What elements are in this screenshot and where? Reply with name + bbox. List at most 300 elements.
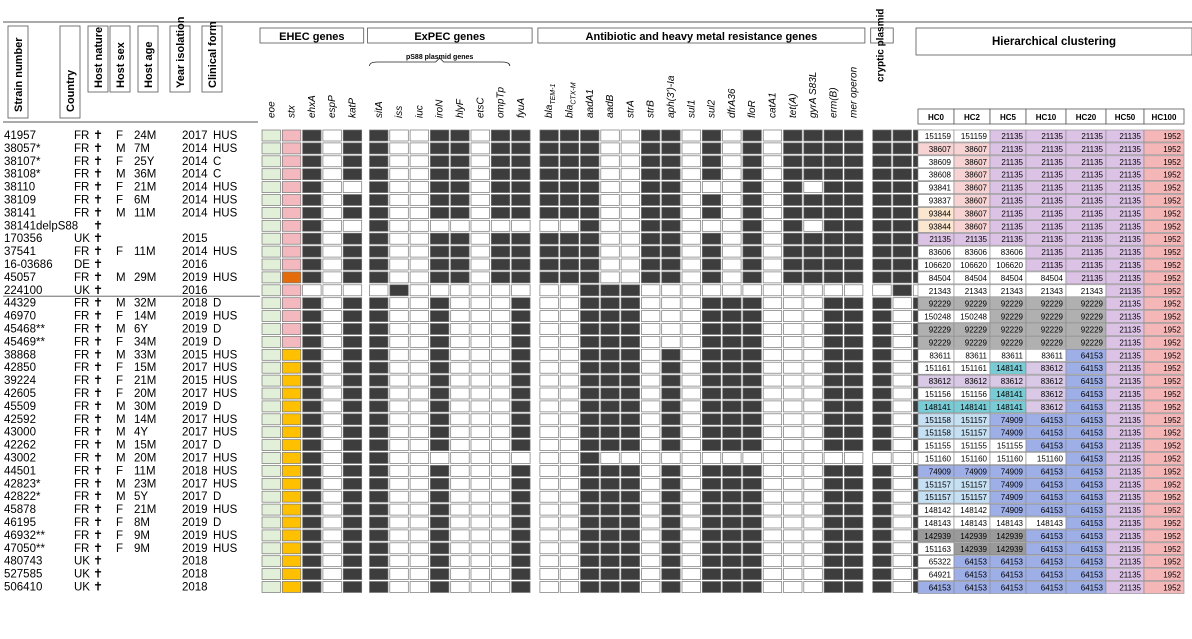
hc-value: 151157 bbox=[960, 428, 987, 438]
host-nature-symbol: ✝ bbox=[93, 527, 104, 542]
gene-cell bbox=[471, 414, 490, 425]
gene-cell bbox=[844, 195, 863, 206]
gene-cell bbox=[262, 504, 281, 515]
gene-cell bbox=[641, 233, 660, 244]
hc-value: 21135 bbox=[1041, 144, 1063, 154]
gene-name-label: etsC bbox=[475, 97, 487, 118]
gene-cell bbox=[540, 272, 559, 283]
gene-cell bbox=[370, 569, 389, 580]
host-age: 7M bbox=[134, 142, 150, 155]
hc-value: 92229 bbox=[964, 325, 987, 335]
country: FR bbox=[74, 478, 90, 491]
gene-cell bbox=[303, 478, 322, 489]
gene-cell bbox=[601, 311, 620, 322]
hc-value: 64153 bbox=[1080, 557, 1103, 567]
year-isolation: 2018 bbox=[182, 581, 208, 594]
gene-cell bbox=[303, 233, 322, 244]
gene-cell bbox=[621, 414, 640, 425]
hc-value: 1952 bbox=[1163, 248, 1181, 258]
gene-cell bbox=[370, 336, 389, 347]
gene-cell bbox=[262, 246, 281, 257]
hc-value: 84504 bbox=[928, 273, 951, 283]
hc-value: 21135 bbox=[1041, 209, 1063, 219]
year-isolation: 2017 bbox=[182, 362, 208, 375]
gene-cell bbox=[844, 401, 863, 412]
gene-cell bbox=[323, 582, 342, 593]
host-nature-symbol: ✝ bbox=[93, 282, 104, 297]
gene-cell bbox=[702, 427, 721, 438]
country: FR bbox=[74, 310, 90, 323]
host-sex: F bbox=[116, 517, 124, 529]
host-age: 21M bbox=[134, 181, 157, 194]
hc-value: 21135 bbox=[1119, 557, 1141, 567]
host-age: 8M bbox=[134, 517, 150, 529]
gene-cell bbox=[682, 569, 701, 580]
gene-cell bbox=[763, 453, 782, 464]
gene-cell bbox=[723, 517, 742, 528]
gene-cell bbox=[560, 569, 579, 580]
host-nature-symbol: ✝ bbox=[93, 153, 104, 168]
gene-name-label: catA1 bbox=[767, 92, 779, 118]
gene-cell bbox=[784, 556, 803, 567]
hc-value: 74909 bbox=[1000, 415, 1023, 425]
gene-cell bbox=[893, 478, 912, 489]
hc-value: 1952 bbox=[1163, 467, 1181, 477]
gene-cell bbox=[390, 169, 409, 180]
country: FR bbox=[74, 207, 90, 220]
gene-cell bbox=[784, 143, 803, 154]
gene-cell bbox=[303, 336, 322, 347]
gene-cell bbox=[702, 401, 721, 412]
gene-cell bbox=[430, 401, 449, 412]
hc-value: 142939 bbox=[960, 531, 987, 541]
hc-value: 92229 bbox=[1040, 325, 1063, 335]
gene-cell bbox=[641, 259, 660, 270]
gene-cell bbox=[390, 427, 409, 438]
gene-cell bbox=[282, 388, 301, 399]
hc-value: 38607 bbox=[964, 209, 987, 219]
gene-cell bbox=[343, 414, 362, 425]
gene-cell bbox=[893, 375, 912, 386]
host-nature-symbol: ✝ bbox=[93, 140, 104, 155]
gene-cell bbox=[512, 298, 530, 309]
gene-cell bbox=[824, 427, 843, 438]
gene-cell bbox=[804, 504, 823, 515]
gene-cell bbox=[723, 478, 742, 489]
gene-cell bbox=[601, 465, 620, 476]
gene-cell bbox=[784, 375, 803, 386]
year-isolation: 2019 bbox=[182, 310, 208, 323]
gene-cell bbox=[560, 272, 579, 283]
gene-cell bbox=[370, 220, 389, 231]
hc-value: 83606 bbox=[1000, 248, 1023, 258]
hc-value: 93841 bbox=[928, 183, 951, 193]
hc-value: 1952 bbox=[1163, 377, 1181, 387]
country: UK bbox=[74, 568, 90, 581]
gene-cell bbox=[282, 336, 301, 347]
gene-cell bbox=[844, 491, 863, 502]
gene-name-label: iroN bbox=[434, 99, 446, 118]
hc-value: 64921 bbox=[928, 570, 951, 580]
hc-value: 1952 bbox=[1163, 583, 1181, 593]
gene-cell bbox=[844, 427, 863, 438]
hc-value: 148142 bbox=[924, 506, 951, 516]
gene-cell bbox=[343, 556, 362, 567]
gene-cell bbox=[621, 130, 640, 141]
hc-value: 38607 bbox=[964, 222, 987, 232]
gene-cell bbox=[323, 427, 342, 438]
gene-cell bbox=[662, 414, 681, 425]
gene-cell bbox=[641, 556, 660, 567]
gene-cell bbox=[390, 272, 409, 283]
gene-name-label: eoe bbox=[266, 101, 278, 118]
year-isolation: 2017 bbox=[182, 413, 208, 426]
gene-cell bbox=[323, 246, 342, 257]
gene-cell bbox=[763, 336, 782, 347]
hc-value: 64153 bbox=[1000, 570, 1023, 580]
gene-name-label: katP bbox=[347, 97, 359, 118]
gene-cell bbox=[581, 272, 600, 283]
hc-value: 21135 bbox=[1119, 299, 1141, 309]
gene-cell bbox=[303, 530, 322, 541]
hc-value: 21135 bbox=[1119, 454, 1141, 464]
gene-cell bbox=[410, 207, 429, 218]
gene-cell bbox=[560, 388, 579, 399]
gene-cell bbox=[743, 195, 762, 206]
gene-cell bbox=[581, 453, 600, 464]
hc-value: 151160 bbox=[960, 454, 987, 464]
gene-cell bbox=[763, 130, 782, 141]
gene-cell bbox=[430, 220, 449, 231]
gene-cell bbox=[804, 478, 823, 489]
gene-cell bbox=[581, 182, 600, 193]
gene-cell bbox=[824, 246, 843, 257]
hc-value: 150248 bbox=[924, 312, 951, 322]
gene-cell bbox=[601, 156, 620, 167]
host-nature-symbol: ✝ bbox=[93, 373, 104, 388]
gene-cell bbox=[873, 388, 892, 399]
gene-cell bbox=[471, 285, 490, 296]
country: FR bbox=[74, 181, 90, 194]
gene-cell bbox=[410, 517, 429, 528]
gene-cell bbox=[581, 324, 600, 335]
country: UK bbox=[74, 581, 90, 594]
gene-cell bbox=[491, 453, 510, 464]
gene-cell bbox=[702, 259, 721, 270]
gene-cell bbox=[512, 465, 530, 476]
gene-cell bbox=[702, 182, 721, 193]
gene-cell bbox=[844, 311, 863, 322]
gene-cell bbox=[410, 285, 429, 296]
clinical-form: HUS bbox=[213, 349, 238, 362]
hc-level-header: HC20 bbox=[1075, 113, 1097, 122]
hc-value: 64153 bbox=[1080, 428, 1103, 438]
hc-value: 21135 bbox=[1119, 170, 1141, 180]
hc-value: 21135 bbox=[1119, 325, 1141, 335]
gene-cell bbox=[873, 233, 892, 244]
clinical-form: HUS bbox=[213, 310, 238, 323]
gene-cell bbox=[581, 465, 600, 476]
gene-cell bbox=[343, 156, 362, 167]
gene-cell bbox=[763, 362, 782, 373]
hc-value: 151157 bbox=[924, 493, 951, 503]
gene-cell bbox=[471, 324, 490, 335]
strain-number: 224100 bbox=[4, 284, 43, 297]
gene-name-label: floR bbox=[747, 100, 759, 118]
host-nature-symbol: ✝ bbox=[93, 231, 104, 246]
gene-cell bbox=[893, 298, 912, 309]
hc-value: 142939 bbox=[960, 544, 987, 554]
gene-cell bbox=[430, 324, 449, 335]
gene-cell bbox=[370, 543, 389, 554]
gene-cell bbox=[370, 517, 389, 528]
gene-cell bbox=[471, 298, 490, 309]
gene-cell bbox=[641, 130, 660, 141]
gene-cell bbox=[451, 349, 470, 360]
gene-cell bbox=[804, 298, 823, 309]
gene-cell bbox=[390, 220, 409, 231]
gene-cell bbox=[621, 207, 640, 218]
gene-cell bbox=[343, 143, 362, 154]
gene-cell bbox=[844, 220, 863, 231]
strain-number: 506410 bbox=[4, 581, 43, 594]
strain-number: 45469** bbox=[4, 336, 45, 349]
hc-value: 151158 bbox=[924, 415, 951, 425]
gene-cell bbox=[893, 156, 912, 167]
gene-cell bbox=[601, 414, 620, 425]
gene-cell bbox=[893, 272, 912, 283]
gene-cell bbox=[262, 465, 281, 476]
gene-cell bbox=[763, 530, 782, 541]
gene-cell bbox=[844, 530, 863, 541]
gene-cell bbox=[824, 311, 843, 322]
hc-value: 1952 bbox=[1163, 144, 1181, 154]
year-isolation: 2018 bbox=[182, 568, 208, 581]
gene-cell bbox=[282, 375, 301, 386]
gene-cell bbox=[390, 401, 409, 412]
gene-cell bbox=[540, 324, 559, 335]
gene-cell bbox=[743, 517, 762, 528]
gene-cell bbox=[430, 362, 449, 373]
gene-cell bbox=[702, 220, 721, 231]
hc-value: 64153 bbox=[1080, 493, 1103, 503]
gene-cell bbox=[282, 259, 301, 270]
gene-cell bbox=[370, 259, 389, 270]
gene-cell bbox=[804, 414, 823, 425]
host-age: 9M bbox=[134, 529, 150, 542]
gene-cell bbox=[641, 311, 660, 322]
gene-cell bbox=[410, 440, 429, 451]
gene-cell bbox=[763, 556, 782, 567]
gene-cell bbox=[451, 569, 470, 580]
gene-cell bbox=[390, 182, 409, 193]
gene-cell bbox=[540, 582, 559, 593]
gene-cell bbox=[844, 156, 863, 167]
gene-cell bbox=[491, 246, 510, 257]
hc-value: 83612 bbox=[928, 377, 951, 387]
hc-value: 21135 bbox=[1081, 132, 1103, 141]
hc-value: 64153 bbox=[1080, 351, 1103, 361]
host-nature-symbol: ✝ bbox=[93, 411, 104, 426]
gene-cell bbox=[804, 453, 823, 464]
gene-cell bbox=[743, 530, 762, 541]
gene-cell bbox=[512, 143, 530, 154]
gene-cell bbox=[430, 259, 449, 270]
gene-cell bbox=[824, 233, 843, 244]
gene-cell bbox=[662, 246, 681, 257]
gene-cell bbox=[581, 362, 600, 373]
gene-cell bbox=[540, 569, 559, 580]
gene-cell bbox=[824, 298, 843, 309]
strain-number: 42823* bbox=[4, 478, 41, 491]
gene-cell bbox=[723, 440, 742, 451]
gene-cell bbox=[540, 298, 559, 309]
gene-cell bbox=[621, 272, 640, 283]
hc-value: 64153 bbox=[1080, 364, 1103, 374]
hc-value: 93844 bbox=[928, 209, 951, 219]
gene-cell bbox=[662, 388, 681, 399]
gene-cell bbox=[743, 311, 762, 322]
strain-number: 44501 bbox=[4, 465, 36, 478]
gene-cell bbox=[763, 195, 782, 206]
gene-cell bbox=[262, 582, 281, 593]
gene-cell bbox=[844, 582, 863, 593]
gene-cell bbox=[743, 272, 762, 283]
gene-cell bbox=[491, 298, 510, 309]
gene-cell bbox=[601, 272, 620, 283]
gene-cell bbox=[682, 311, 701, 322]
hc-value: 142939 bbox=[996, 544, 1023, 554]
gene-cell bbox=[370, 478, 389, 489]
hc-value: 38607 bbox=[964, 183, 987, 193]
gene-cell bbox=[512, 401, 530, 412]
hc-value: 142939 bbox=[996, 531, 1023, 541]
country: UK bbox=[74, 284, 90, 297]
gene-cell bbox=[601, 491, 620, 502]
gene-cell bbox=[512, 375, 530, 386]
gene-cell bbox=[540, 195, 559, 206]
hc-value: 1952 bbox=[1163, 170, 1181, 180]
gene-cell bbox=[323, 517, 342, 528]
host-nature-symbol: ✝ bbox=[93, 334, 104, 349]
gene-cell bbox=[560, 453, 579, 464]
gene-cell bbox=[560, 543, 579, 554]
gene-cell bbox=[410, 569, 429, 580]
gene-cell bbox=[804, 349, 823, 360]
gene-cell bbox=[682, 272, 701, 283]
strain-number: 527585 bbox=[4, 568, 43, 581]
gene-cell bbox=[370, 272, 389, 283]
gene-cell bbox=[323, 362, 342, 373]
gene-cell bbox=[581, 246, 600, 257]
gene-cell bbox=[451, 285, 470, 296]
gene-cell bbox=[682, 259, 701, 270]
gene-cell bbox=[723, 336, 742, 347]
clinical-form: HUS bbox=[213, 271, 238, 284]
gene-cell bbox=[410, 465, 429, 476]
country: FR bbox=[74, 529, 90, 542]
gene-cell bbox=[804, 362, 823, 373]
gene-cell bbox=[471, 207, 490, 218]
host-nature-symbol: ✝ bbox=[93, 450, 104, 465]
gene-cell bbox=[784, 401, 803, 412]
hc-value: 65322 bbox=[928, 557, 951, 567]
host-nature-symbol: ✝ bbox=[93, 463, 104, 478]
gene-cell bbox=[893, 259, 912, 270]
gene-cell bbox=[512, 246, 530, 257]
gene-cell bbox=[702, 388, 721, 399]
host-age: 6Y bbox=[134, 323, 149, 336]
gene-cell bbox=[763, 311, 782, 322]
year-isolation: 2017 bbox=[182, 426, 208, 439]
gene-cell bbox=[451, 491, 470, 502]
hc-value: 21135 bbox=[1119, 248, 1141, 258]
gene-cell bbox=[303, 556, 322, 567]
gene-cell bbox=[621, 324, 640, 335]
gene-cell bbox=[743, 285, 762, 296]
gene-cell bbox=[343, 453, 362, 464]
host-sex: M bbox=[116, 142, 126, 155]
hc-value: 148141 bbox=[996, 390, 1023, 399]
host-sex: M bbox=[116, 400, 126, 413]
gene-cell bbox=[784, 414, 803, 425]
gene-cell bbox=[824, 182, 843, 193]
gene-cell bbox=[451, 414, 470, 425]
gene-cell bbox=[743, 569, 762, 580]
gene-cell bbox=[471, 401, 490, 412]
gene-cell bbox=[873, 182, 892, 193]
hc-value: 21135 bbox=[1081, 196, 1103, 206]
host-age: 20M bbox=[134, 388, 157, 400]
gene-cell bbox=[743, 233, 762, 244]
year-isolation: 2018 bbox=[182, 555, 208, 568]
gene-cell bbox=[491, 504, 510, 515]
gene-cell bbox=[430, 543, 449, 554]
gene-cell bbox=[784, 298, 803, 309]
gene-cell bbox=[844, 246, 863, 257]
clinical-form: D bbox=[213, 336, 222, 349]
meta-header-label: Country bbox=[65, 69, 77, 112]
meta-header-label: Year isolation bbox=[175, 16, 187, 88]
gene-cell bbox=[262, 336, 281, 347]
gene-cell bbox=[390, 285, 409, 296]
gene-cell bbox=[430, 336, 449, 347]
gene-cell bbox=[873, 207, 892, 218]
gene-cell bbox=[491, 543, 510, 554]
gene-cell bbox=[873, 324, 892, 335]
gene-cell bbox=[471, 272, 490, 283]
gene-cell bbox=[641, 504, 660, 515]
gene-cell bbox=[323, 349, 342, 360]
gene-cell bbox=[512, 517, 530, 528]
gene-cell bbox=[763, 440, 782, 451]
gene-cell bbox=[893, 336, 912, 347]
gene-cell bbox=[702, 465, 721, 476]
gene-cell bbox=[390, 130, 409, 141]
clinical-form: HUS bbox=[213, 504, 238, 517]
gene-cell bbox=[893, 233, 912, 244]
host-sex: F bbox=[116, 181, 124, 194]
gene-cell bbox=[390, 440, 409, 451]
hc-value: 64153 bbox=[1040, 506, 1063, 516]
year-isolation: 2017 bbox=[182, 491, 208, 504]
gene-cell bbox=[581, 220, 600, 231]
hc-value: 83611 bbox=[965, 351, 987, 361]
hc-value: 151156 bbox=[924, 390, 951, 399]
year-isolation: 2014 bbox=[182, 194, 208, 207]
hc-value: 21135 bbox=[965, 235, 987, 245]
gene-name-label: espP bbox=[327, 95, 339, 118]
